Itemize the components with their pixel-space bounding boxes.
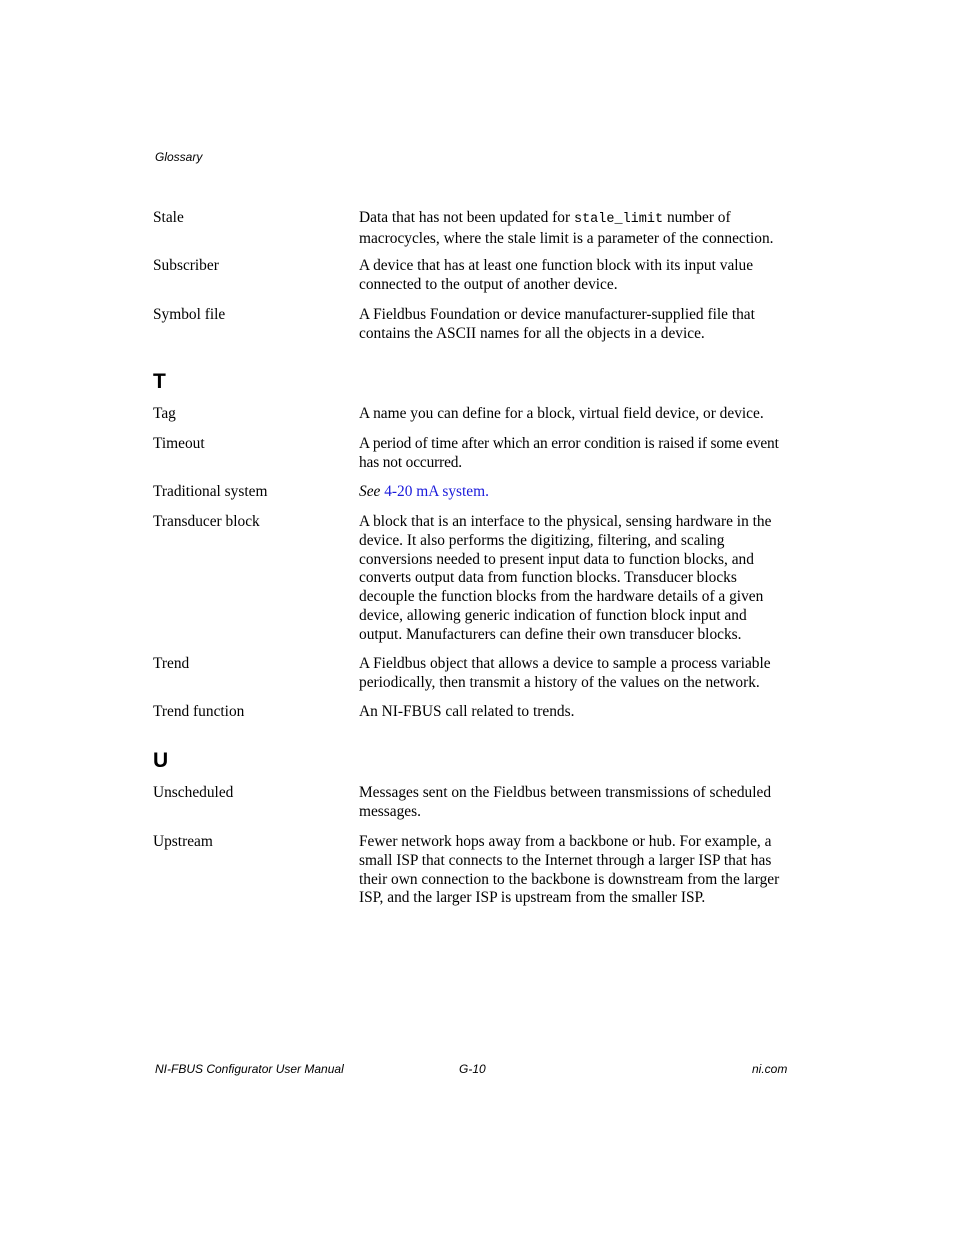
definition-text: Data that has not been updated for (359, 209, 574, 226)
glossary-term: Timeout (153, 435, 205, 452)
glossary-term: Upstream (153, 833, 213, 850)
glossary-definition: An NI-FBUS call related to trends. (359, 703, 575, 720)
glossary-definition (359, 209, 789, 249)
glossary-term: Symbol file (153, 306, 226, 323)
glossary-term: Trend function (153, 703, 245, 720)
section-letter-t: T (153, 370, 166, 393)
glossary-definition: A Fieldbus object that allows a device to sample a process variable periodically, then transmit a history of the values on the network. (359, 655, 771, 691)
cross-reference-link[interactable]: 4-20 mA system (384, 483, 486, 500)
glossary-definition: A name you can define for a block, virtual field device, or device. (359, 405, 764, 422)
footer-manual-title: NI-FBUS Configurator User Manual (155, 1062, 344, 1076)
glossary-definition: A Fieldbus Foundation or device manufacturer-supplied file that contains the ASCII names for all the objects in a device. (359, 306, 755, 342)
running-header: Glossary (155, 150, 203, 164)
glossary-definition: Messages sent on the Fieldbus between transmissions of scheduled messages. (359, 784, 772, 820)
glossary-term: Subscriber (153, 257, 219, 274)
glossary-definition: Fewer network hops away from a backbone or hub. For example, a small ISP that connects to the Internet through a larger ISP that has their own connection to the backbone is downstream from the larger ISP, and the larger ISP is upstream from the smaller ISP. (359, 833, 780, 907)
glossary-term: Tag (153, 405, 176, 422)
glossary-definition (359, 483, 789, 502)
code-term: stale_limit (573, 212, 664, 227)
see-label: See (359, 483, 381, 500)
glossary-definition: A device that has at least one function block with its input value connected to the output of another device. (359, 257, 754, 293)
definition-text: number of macrocycles, where the stale limit is a parameter of the connection. (359, 209, 774, 247)
glossary-term: Stale (153, 209, 184, 226)
section-letter-u: U (153, 749, 169, 772)
glossary-term: Unscheduled (153, 784, 234, 801)
footer-page-number: G-10 (459, 1062, 486, 1076)
glossary-term: Traditional system (153, 483, 268, 500)
glossary-term: Transducer block (153, 513, 260, 530)
glossary-definition: A period of time after which an error condition is raised if some event has not occurred. (359, 435, 779, 471)
footer-website: ni.com (752, 1062, 788, 1076)
glossary-definition: A block that is an interface to the physical, sensing hardware in the device. It also performs the digitizing, filtering, and scaling conversions needed to present input data to function blocks, and converts output data from function blocks. Transducer blocks decouple the function blocks from the hardware details of a given device, allowing generic indication of function block input and output. Manufacturers can define their own transducer blocks. (359, 513, 772, 643)
glossary-term: Trend (153, 655, 190, 672)
period: . (485, 483, 489, 500)
